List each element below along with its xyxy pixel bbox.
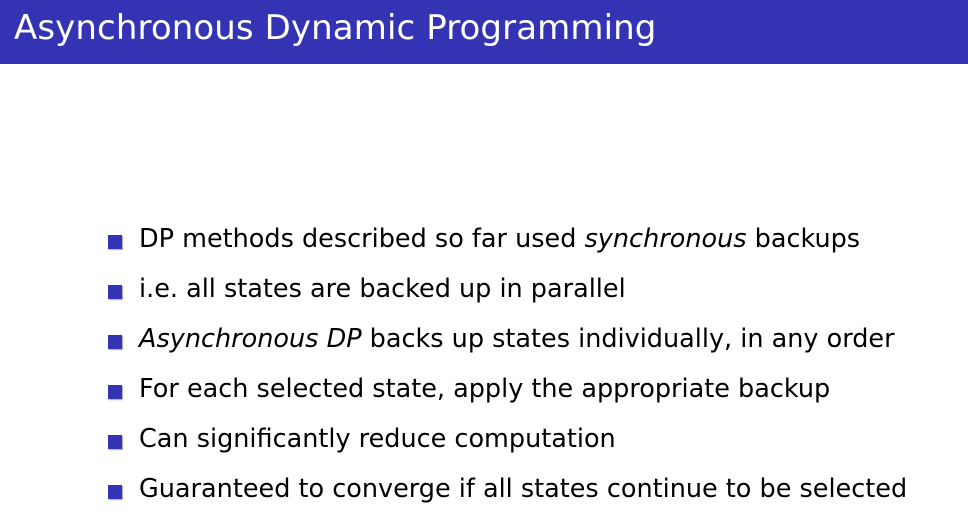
bullet-text: Guaranteed to converge if all states continue to be selected: [139, 474, 908, 504]
bullet-text: backs up states individually, in any order: [361, 324, 895, 354]
square-bullet-icon: [108, 435, 122, 449]
bullet-text: backups: [746, 224, 861, 254]
bullet-emphasis: Asynchronous DP: [139, 324, 362, 354]
bullet-item: [108, 218, 968, 268]
bullet-text: For each selected state, apply the appropriate backup: [139, 374, 831, 404]
square-bullet-icon: [108, 235, 122, 249]
bullet-text: DP methods described so far used: [139, 224, 585, 254]
bullet-item: [108, 418, 968, 468]
slide-title: Asynchronous Dynamic Programming: [14, 8, 657, 48]
title-bar: [0, 0, 968, 64]
bullet-item: [108, 268, 968, 318]
bullet-list: [108, 218, 968, 514]
bullet-item: [108, 318, 968, 368]
bullet-text: Can significantly reduce computation: [139, 424, 616, 454]
bullet-text: i.e. all states are backed up in parallel: [139, 274, 626, 304]
square-bullet-icon: [108, 385, 122, 399]
square-bullet-icon: [108, 335, 122, 349]
square-bullet-icon: [108, 285, 122, 299]
bullet-item: [108, 468, 968, 514]
bullet-item: [108, 368, 968, 418]
square-bullet-icon: [108, 485, 122, 499]
bullet-emphasis: synchronous: [584, 224, 747, 254]
